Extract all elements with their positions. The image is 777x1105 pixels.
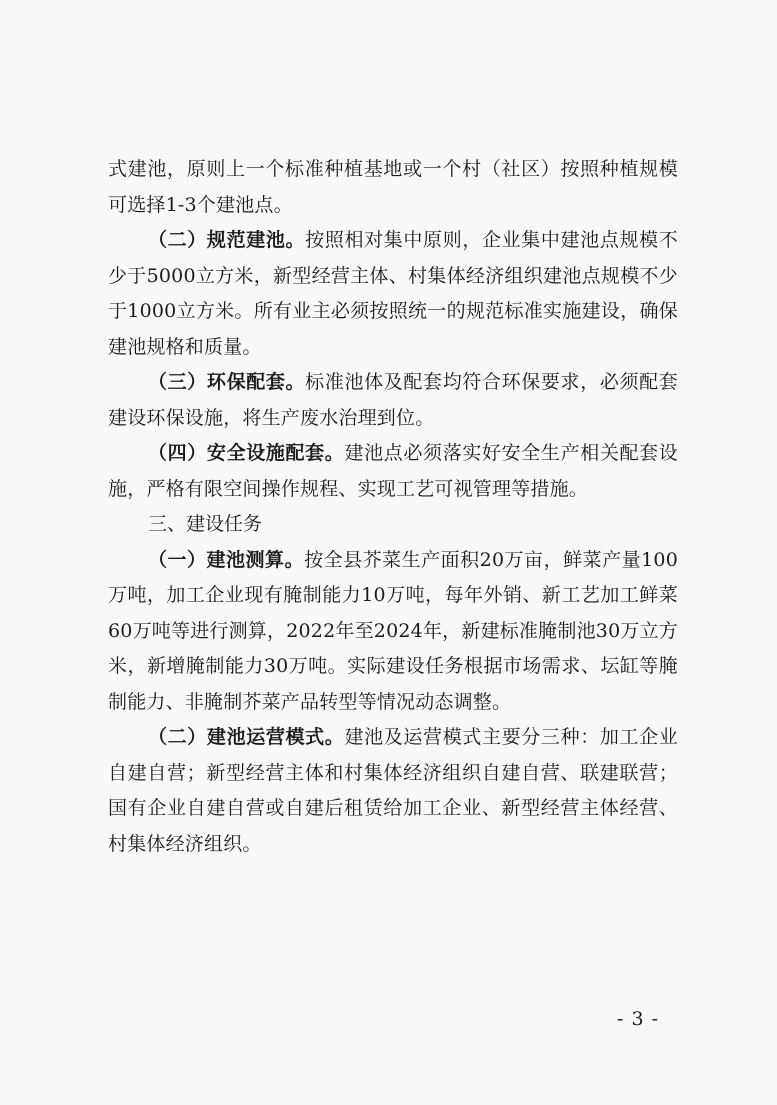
paragraph-text: 按照相对集中原则，企业集中建池点规模不少于5000立方米，新型经营主体、村集体经济组织建池点规模不少于1000立方米。所有业主必须按照统一的规范标准实施建设，确保建池规格和质量。 (108, 229, 678, 358)
paragraph-environmental (108, 365, 678, 436)
paragraph-lead: （一）建池测算。 (148, 548, 305, 571)
paragraph-lead: （二）建池运营模式。 (148, 726, 345, 748)
paragraph-safety (108, 436, 678, 507)
paragraph-text: 建池点必须落实好安全生产相关配套设施，严格有限空间操作规程、实现工艺可视管理等措施。 (108, 442, 678, 500)
document-body (108, 152, 678, 862)
paragraph-standard-construction (108, 223, 678, 365)
paragraph-lead: （二）规范建池。 (148, 229, 306, 251)
paragraph-text: 式建池，原则上一个标准种植基地或一个村（社区）按照种植规模可选择1-3个建池点。 (108, 158, 678, 216)
paragraph-text: 建池及运营模式主要分三种：加工企业自建自营；新型经营主体和村集体经济组织自建自营、联建联营；国有企业自建自营或自建后租赁给加工企业、新型经营主体经营、村集体经济组织。 (108, 726, 678, 855)
paragraph-pool-estimation (108, 543, 678, 721)
paragraph-lead: （三）环保配套。 (148, 371, 306, 393)
paragraph-text: 标准池体及配套均符合环保要求，必须配套建设环保设施，将生产废水治理到位。 (108, 371, 678, 429)
paragraph-continuation (108, 152, 678, 223)
paragraph-lead: （四）安全设施配套。 (148, 442, 345, 464)
page-number: - 3 - (617, 1008, 660, 1030)
paragraph-text: 按全县芥菜生产面积20万亩，鲜菜产量100万吨，加工企业现有腌制能力10万吨，每年外销、新工艺加工鲜菜60万吨等进行测算，2022年至2024年，新建标准腌制池30万立方米，新增腌制能力30万吨。实际建设任务根据市场需求、坛缸等腌制能力、非腌制芥菜产品转型等情况动态调整。 (108, 548, 678, 713)
paragraph-operation-mode (108, 720, 678, 862)
section-heading: 三、建设任务 (148, 513, 263, 535)
